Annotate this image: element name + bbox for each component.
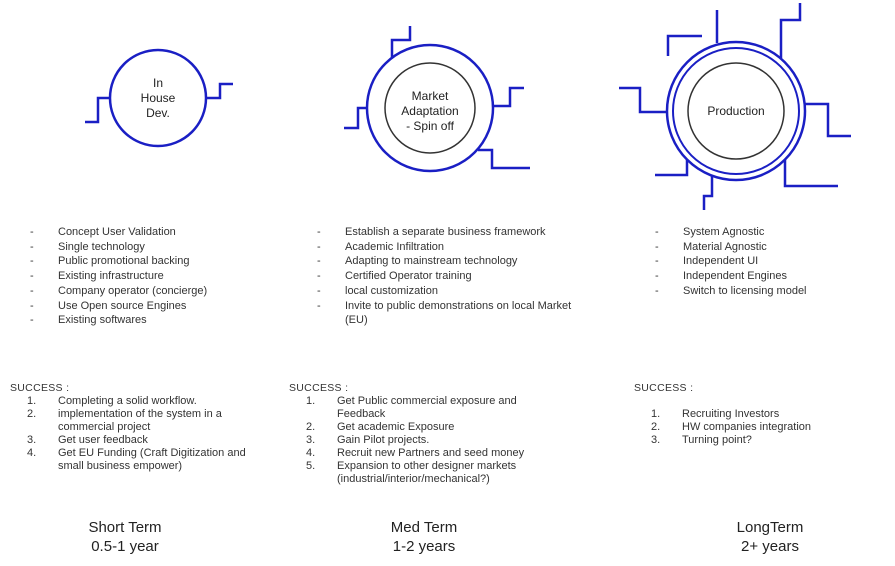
list-item: 2. implementation of the system in a commercial project <box>27 408 222 433</box>
stage-2-feature-list <box>317 225 577 328</box>
stage-2-success-list <box>306 395 551 486</box>
list-item: - local customization <box>317 284 438 297</box>
list-item: 3. Get user feedback <box>27 434 148 446</box>
stage-1-circle-label: In House Dev. <box>140 76 176 120</box>
circuit-trace <box>804 104 851 136</box>
list-item: - Existing softwares <box>30 314 147 327</box>
list-item: 1. Recruiting Investors <box>651 408 780 420</box>
stage-1-success-list <box>27 395 272 473</box>
circuit-trace <box>492 88 524 106</box>
term-duration: 2+ years <box>741 538 799 555</box>
list-item: 4. Get EU Funding (Craft Digitization and small business empower) <box>27 447 246 472</box>
stage-1-feature-list <box>30 225 270 328</box>
list-item: - Concept User Validation <box>30 226 176 238</box>
term-duration: 0.5-1 year <box>91 538 159 555</box>
stage-3-term <box>690 518 850 556</box>
list-item: - Switch to licensing model <box>655 284 807 297</box>
list-item: - Existing infrastructure <box>30 270 164 283</box>
list-item: 3. Gain Pilot projects. <box>306 434 430 446</box>
stage-3-success-list <box>651 408 871 447</box>
stage-2-success-label: SUCCESS : <box>289 382 349 394</box>
list-item: 2. Get academic Exposure <box>306 421 455 433</box>
list-item: 1. Get Public commercial exposure and Feedback <box>306 395 517 420</box>
list-item: - System Agnostic <box>655 226 765 238</box>
list-item: 4. Recruit new Partners and seed money <box>306 447 525 459</box>
circuit-trace <box>704 176 712 210</box>
list-item: - Company operator (concierge) <box>30 284 208 297</box>
list-item: - Single technology <box>30 240 145 253</box>
stage-1-term <box>45 518 205 556</box>
stage-3-success-label: SUCCESS : <box>634 382 694 394</box>
term-duration: 1-2 years <box>392 538 456 555</box>
list-item: - Establish a separate business framework <box>317 226 546 238</box>
circuit-trace <box>619 88 668 112</box>
list-item: 3. Turning point? <box>651 434 752 446</box>
stage-2-circle-label: Market Adaptation - Spin off <box>401 89 459 133</box>
list-item: - Public promotional backing <box>30 255 190 268</box>
stage-1-success-label: SUCCESS : <box>10 382 70 394</box>
circuit-trace <box>85 98 110 122</box>
list-item: - Independent UI <box>655 255 759 268</box>
circuit-trace <box>785 160 838 186</box>
circuit-trace <box>206 84 233 98</box>
list-item: - Invite to public demonstrations on local Market (EU) <box>317 299 572 327</box>
circuit-trace <box>655 160 687 175</box>
list-item: - Academic Infiltration <box>317 240 445 253</box>
term-title: Short Term <box>88 519 162 536</box>
list-item: 2. HW companies integration <box>651 421 812 433</box>
list-item: - Material Agnostic <box>655 240 767 253</box>
circuit-trace <box>781 3 800 58</box>
stage-3-feature-list <box>655 225 875 299</box>
circuit-trace <box>478 150 530 168</box>
stage-3-circle-label: Production <box>707 104 765 118</box>
circuit-trace <box>344 108 367 128</box>
list-item: - Use Open source Engines <box>30 299 187 312</box>
list-item: 5. Expansion to other designer markets (industrial/interior/mechanical?) <box>306 460 517 485</box>
stage-2-term <box>344 518 504 556</box>
term-title: LongTerm <box>736 519 804 536</box>
list-item: 1. Completing a solid workflow. <box>27 395 197 407</box>
list-item: - Adapting to mainstream technology <box>317 255 518 268</box>
term-title: Med Term <box>390 519 458 536</box>
list-item: - Independent Engines <box>655 270 787 283</box>
list-item: - Certified Operator training <box>317 270 472 283</box>
